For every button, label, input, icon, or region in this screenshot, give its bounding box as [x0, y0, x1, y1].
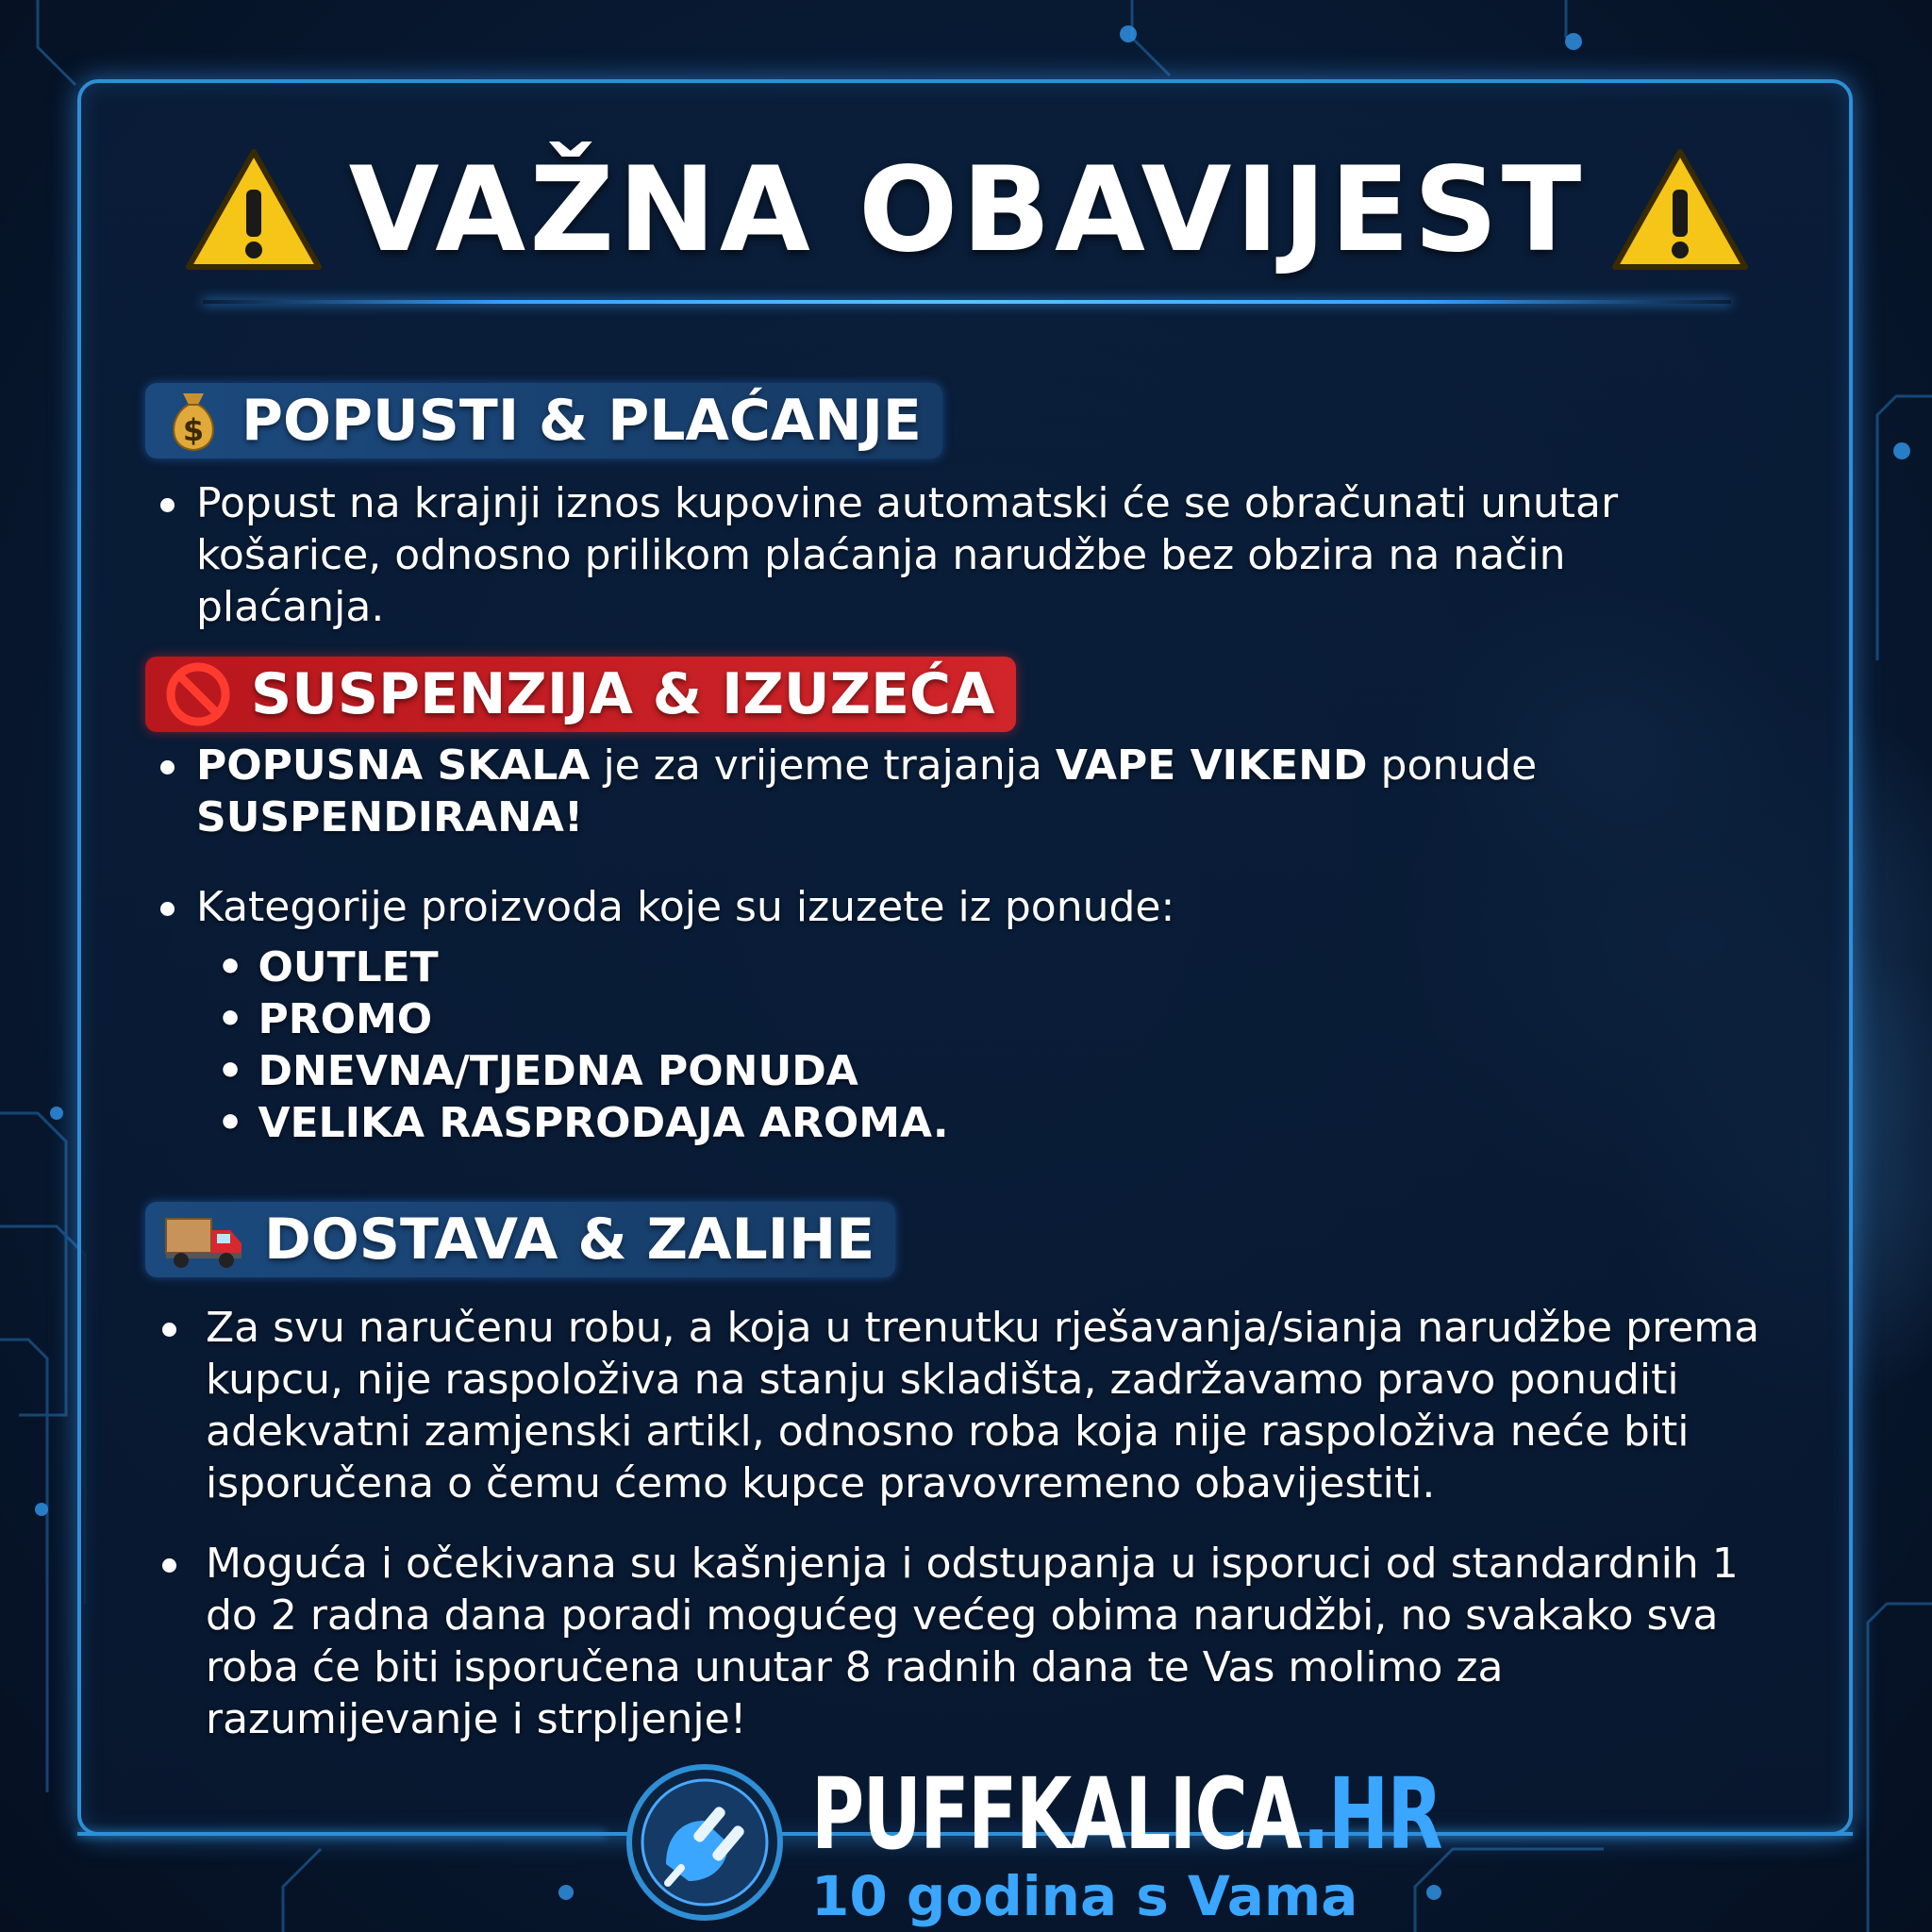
bullet-dot	[160, 902, 175, 916]
vape-logo-icon	[625, 1762, 785, 1923]
page-title	[132, 130, 1802, 291]
text: je za vrijeme trajanja	[590, 741, 1056, 790]
section-heading-label: POPUSTI & PLAĆANJE	[242, 388, 922, 454]
brand-tld: .HR	[1302, 1757, 1442, 1872]
payment-text: Popust na krajnji iznos kupovine automatski će se obračunati unutar košarice, odnosno prilikom plaćanja narudžbe bez obzira na način plaćanja.	[196, 479, 1619, 631]
bullet-dot	[162, 1323, 176, 1337]
category-item: • PROMO	[217, 995, 433, 1043]
warning-icon	[1609, 144, 1751, 276]
category-item: • VELIKA RASPRODAJA AROMA.	[217, 1099, 949, 1147]
no-entry-icon	[164, 660, 232, 728]
bold-text: SUSPENDIRANA!	[196, 793, 584, 841]
money-bag-icon	[164, 388, 223, 454]
brand-name	[811, 1757, 1442, 1872]
svg-text:$: $	[182, 412, 205, 448]
delivery-truck-icon	[164, 1209, 245, 1270]
delivery-bullet-2: Moguća i očekivana su kašnjenja i odstupanja u isporuci od standardnih 1 do 2 radna dana poradi mogućeg većeg obima narudžbi, no svakako sva roba će biti isporučena unutar 8 radnih dana te Vas molimo za razumijevanje i strpljenje!	[206, 1540, 1739, 1743]
category-item: • OUTLET	[217, 943, 439, 991]
section-heading-label: SUSPENZIJA & IZUZEĆA	[251, 661, 995, 727]
section-heading-payment	[145, 383, 942, 458]
title-text: VAŽNA OBAVIJEST	[348, 142, 1586, 278]
suspension-bullet-2: Kategorije proizvoda koje su izuzete iz ponude:	[196, 883, 1175, 931]
footer-divider-left	[77, 1832, 606, 1836]
bold-text: POPUSNA SKALA	[196, 741, 591, 790]
warning-icon	[183, 144, 325, 276]
section-heading-delivery	[145, 1202, 895, 1277]
bullet-dot	[160, 498, 175, 512]
category-item: • DNEVNA/TJEDNA PONUDA	[217, 1047, 858, 1095]
bullet-dot	[162, 1558, 176, 1573]
text: ponude	[1367, 741, 1538, 790]
bold-text: VAPE VIKEND	[1055, 741, 1368, 790]
section-heading-suspension	[145, 657, 1016, 732]
suspension-bullet-1	[196, 740, 1743, 843]
bullet-dot	[160, 760, 175, 774]
brand-main: PUFFKALICA	[811, 1757, 1303, 1872]
section-heading-label: DOSTAVA & ZALIHE	[264, 1207, 875, 1273]
brand-tagline: 10 godina s Vama	[811, 1864, 1358, 1928]
delivery-bullet-1: Za svu naručenu robu, a koja u trenutku rješavanja/sianja narudžbe prema kupcu, nije raspoloživa na stanju skladišta, zadržavamo pravo ponuditi adekvatni zamjenski artikl, odnosno roba koja nije raspoloživa neće biti isporučena o čemu ćemo kupce pravovremeno obavijestiti.	[206, 1304, 1760, 1507]
title-divider	[203, 300, 1731, 304]
